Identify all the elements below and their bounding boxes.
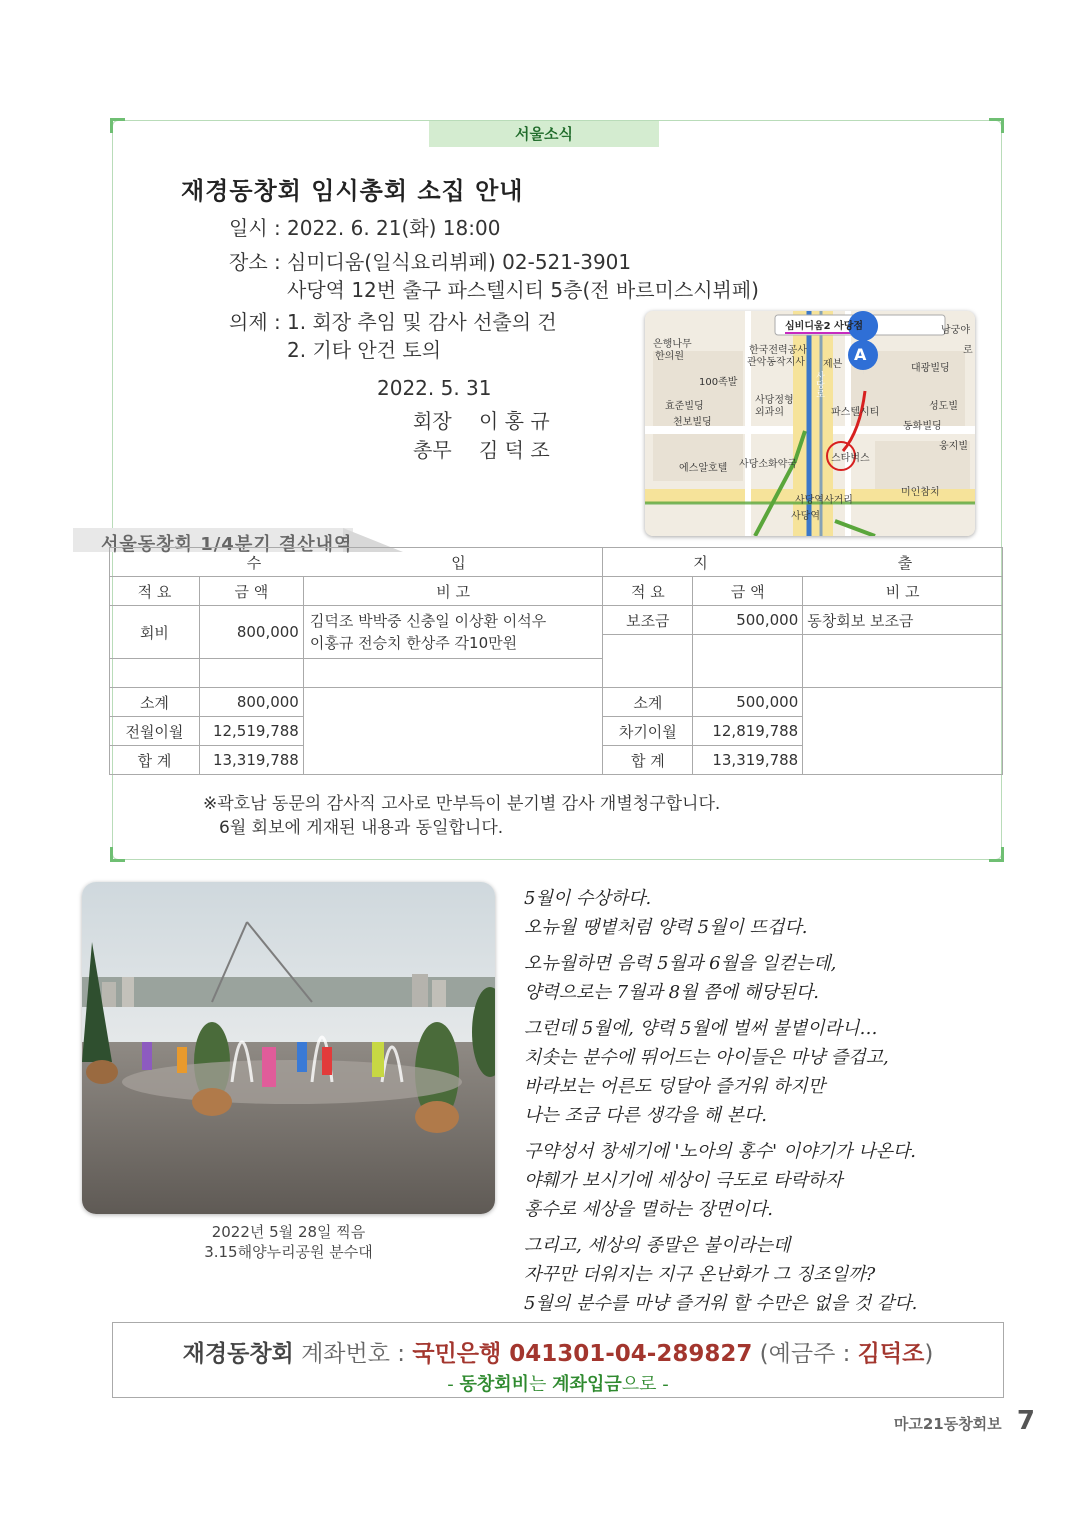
account-org: 재경동창회 — [182, 1341, 294, 1367]
account-holder: 김덕조 — [857, 1341, 925, 1367]
corner-ornament — [989, 847, 1004, 862]
expense-note: 동창회보 보조금 — [803, 606, 1003, 635]
slogan-part: 는 — [529, 1374, 553, 1395]
col-amount: 금 액 — [199, 577, 303, 606]
expense-subtotal-label: 소계 — [603, 688, 693, 717]
secretary-signature — [413, 434, 550, 463]
essay-line: 5월의 분수를 마냥 즐거워 할 수만은 없을 것 같다. — [524, 1293, 918, 1314]
essay-line: 구약성서 창세기에 '노아의 홍수' 이야기가 나온다. — [524, 1141, 916, 1162]
date-value: 2022. 6. 21(화) 18:00 — [287, 216, 501, 240]
map-label: 사당역사거리 — [795, 495, 853, 506]
essay-line: 양력으로는 7월과 8월 쯤에 해당된다. — [524, 982, 819, 1003]
map-label: 사당소화약국 — [739, 459, 797, 470]
expense-total-label: 합 계 — [603, 746, 693, 775]
place-label: 장소 : — [229, 250, 281, 274]
income-header — [110, 548, 603, 577]
col-note: 비 고 — [803, 577, 1003, 606]
map-label: 한의원 — [655, 351, 684, 362]
map-label: 남궁야 — [941, 325, 970, 336]
table-row — [110, 688, 1003, 717]
essay-line: 그리고, 세상의 종말은 불이라는데 — [524, 1235, 791, 1256]
page-number: 7 — [1016, 1406, 1035, 1436]
account-box — [112, 1322, 1004, 1398]
essay-line: 오뉴월하면 음력 5월과 6월을 일컫는데, — [524, 953, 837, 974]
col-note: 비 고 — [303, 577, 603, 606]
empty-cell — [110, 659, 200, 688]
table-column-row — [110, 577, 1003, 606]
expense-amount: 500,000 — [693, 606, 803, 635]
map-label: 관악동작지사 — [747, 357, 805, 368]
essay-line: 치솟는 분수에 뛰어드는 아이들은 마냥 즐겁고, — [524, 1047, 889, 1068]
holder-prefix: (예금주 : — [759, 1341, 851, 1367]
income-carry-label: 전월이월 — [110, 717, 200, 746]
map-label: 사당역 — [791, 511, 820, 522]
section-label: 서울소식 — [429, 121, 659, 147]
meeting-place — [229, 247, 631, 277]
notice-title: 재경동창회 임시총회 소집 안내 — [181, 177, 524, 205]
slogan-part: - — [447, 1374, 460, 1395]
income-amount: 800,000 — [199, 606, 303, 659]
photo-graphic — [82, 882, 495, 1214]
income-note-line: 이홍규 전승치 한상주 각10만원 — [309, 634, 518, 652]
essay-paragraph — [524, 1137, 1014, 1224]
secretary-role: 총무 — [413, 438, 452, 462]
income-note-line: 김덕조 박박중 신충일 이상환 이석우 — [309, 612, 547, 630]
map-label: 파스텔시티 — [831, 407, 880, 418]
map-label: 효준빌딩 — [665, 401, 704, 412]
agenda-item-2: 2. 기타 안건 토의 — [287, 338, 442, 362]
map-label: 에스알호텔 — [679, 463, 728, 474]
empty-cell — [303, 659, 603, 688]
header-char: 지 — [693, 553, 708, 572]
empty-cell — [303, 688, 603, 775]
essay-line: 그런데 5월에, 양력 5월에 벌써 불볕이라니… — [524, 1018, 878, 1039]
meeting-date — [229, 213, 500, 243]
fountain-photo — [82, 882, 495, 1214]
account-info — [113, 1335, 1003, 1368]
essay-line: 나는 조금 다른 생각을 해 본다. — [524, 1105, 767, 1126]
photo-caption — [82, 1222, 495, 1262]
map-label: 외과의 — [755, 407, 784, 418]
essay-line: 오뉴월 땡볕처럼 양력 5월이 뜨겁다. — [524, 917, 808, 938]
empty-cell — [199, 659, 303, 688]
map-label: 미인참치 — [901, 487, 940, 498]
notice-box — [101, 120, 1002, 860]
caption-line: 2022년 5월 28일 찍음 — [211, 1223, 366, 1241]
col-summary: 적 요 — [603, 577, 693, 606]
income-subtotal-value: 800,000 — [199, 688, 303, 717]
map-label: 제븐 — [823, 359, 843, 370]
expense-carry-value: 12,819,788 — [693, 717, 803, 746]
president-role: 회장 — [413, 409, 452, 433]
caption-line: 3.15해양누리공원 분수대 — [204, 1243, 373, 1261]
empty-cell — [693, 635, 803, 688]
map-label: 사당정형 — [755, 395, 794, 406]
empty-cell — [803, 635, 1003, 688]
meeting-agenda — [229, 307, 557, 337]
essay-line: 야훼가 보시기에 세상이 극도로 타락하자 — [524, 1170, 843, 1191]
map-search-title: 심비디움2 사당점 — [785, 321, 864, 332]
expense-total-value: 13,319,788 — [693, 746, 803, 775]
agenda-label: 의제 : — [229, 310, 281, 334]
expense-carry-label: 차기이월 — [603, 717, 693, 746]
table-row — [110, 606, 1003, 635]
map-marker: A — [854, 345, 867, 364]
account-slogan — [113, 1370, 1003, 1396]
note-line: ※곽호남 동문의 감사직 고사로 만부득이 분기별 감사 개별청구합니다. — [203, 794, 721, 814]
account-label: 계좌번호 : — [301, 1341, 406, 1367]
expense-subtotal-value: 500,000 — [693, 688, 803, 717]
slogan-part: 으로 - — [621, 1374, 669, 1395]
corner-ornament — [110, 847, 125, 862]
sign-date: 2022. 5. 31 — [377, 376, 492, 400]
essay-line: 홍수로 세상을 멸하는 장면이다. — [524, 1199, 773, 1220]
header-char: 수 — [246, 553, 262, 572]
slogan-part: 동창회비 — [459, 1374, 530, 1395]
president-name: 이 홍 규 — [479, 409, 550, 433]
header-char: 입 — [451, 553, 466, 572]
map-label: 은행나무 — [653, 339, 692, 350]
secretary-name: 김 덕 조 — [479, 438, 550, 462]
place-value: 심미디움(일식요리뷔페) 02-521-3901 — [287, 250, 632, 274]
income-summary: 회비 — [110, 606, 200, 659]
date-label: 일시 : — [229, 216, 281, 240]
expense-header — [603, 548, 1003, 577]
col-summary: 적 요 — [110, 577, 200, 606]
settlement-title: 서울동창회 1/4분기 결산내역 — [101, 534, 353, 555]
map-label: 동화빌딩 — [903, 421, 942, 432]
table-header-row — [110, 548, 1003, 577]
location-map — [645, 311, 975, 536]
slogan-part: 계좌입금 — [552, 1374, 622, 1395]
corner-ornament — [110, 118, 125, 133]
map-label: 100족발 — [699, 377, 738, 388]
essay-paragraph — [524, 1231, 1014, 1318]
map-label: 한국전력공사 — [749, 345, 807, 356]
map-label: 성도빌 — [929, 401, 958, 412]
settlement-table — [109, 547, 1003, 775]
essay-paragraph — [524, 884, 1014, 942]
account-number: 국민은행 041301-04-289827 — [412, 1341, 753, 1367]
note-line: 6월 회보에 게재된 내용과 동일합니다. — [219, 818, 504, 838]
map-label: 웅지빌 — [939, 441, 968, 452]
corner-ornament — [989, 118, 1004, 133]
income-total-label: 합 계 — [110, 746, 200, 775]
publication-name: 마고21동창회보 — [893, 1415, 1002, 1433]
expense-summary: 보조금 — [603, 606, 693, 635]
map-label: 스타벅스 — [831, 453, 870, 464]
header-char: 출 — [897, 553, 913, 572]
income-carry-value: 12,519,788 — [199, 717, 303, 746]
holder-suffix: ) — [924, 1341, 934, 1367]
settlement-note — [203, 792, 720, 840]
map-label: 대광빌딩 — [911, 363, 950, 374]
essay — [524, 884, 1014, 1325]
map-label: 로 — [963, 345, 973, 356]
empty-cell — [803, 688, 1003, 775]
essay-line: 바라보는 어른도 덩달아 즐거워 하지만 — [524, 1076, 826, 1097]
agenda-item-1: 1. 회장 추임 및 감사 선출의 건 — [287, 310, 557, 334]
president-signature — [413, 405, 550, 434]
essay-line: 자꾸만 더워지는 지구 온난화가 그 징조일까? — [524, 1264, 876, 1285]
page-footer — [894, 1406, 1035, 1436]
place-detail: 사당역 12번 출구 파스텔시티 5층(전 바르미스시뷔페) — [287, 278, 759, 302]
col-amount: 금 액 — [693, 577, 803, 606]
essay-line: 5월이 수상하다. — [524, 888, 652, 909]
essay-paragraph — [524, 1014, 1014, 1130]
essay-paragraph — [524, 949, 1014, 1007]
income-subtotal-label: 소계 — [110, 688, 200, 717]
map-label: 천보빌딩 — [673, 417, 712, 428]
map-label: 사당로 — [814, 371, 824, 398]
income-note — [303, 606, 603, 659]
empty-cell — [603, 635, 693, 688]
income-total-value: 13,319,788 — [199, 746, 303, 775]
